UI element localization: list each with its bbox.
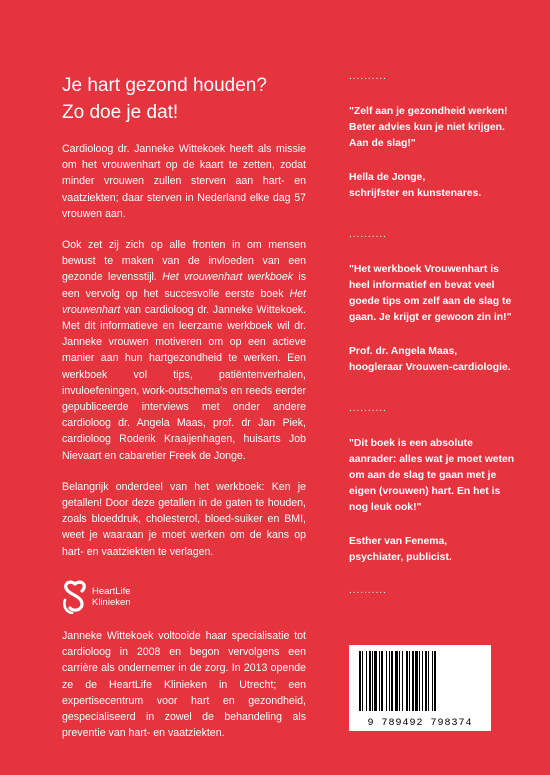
attribution-name: Esther van Fenema, <box>349 536 448 547</box>
barcode-bar <box>409 651 410 711</box>
attribution-role: psychiater, publicist. <box>349 552 452 563</box>
isbn-number: 9 789492 798374 <box>367 718 473 729</box>
barcode-bar <box>386 651 387 711</box>
barcode-bar <box>434 651 436 711</box>
barcode-bar <box>428 651 429 711</box>
barcode-bar <box>366 651 367 711</box>
description-text-a: Ook zet zij zich op alle fronten in om mensen bewust te maken van de invloeden van een gezonde levensstijl. <box>62 239 306 284</box>
barcode-bar <box>389 651 390 711</box>
headline-line-1: Je hart gezond houden? <box>62 75 267 96</box>
left-column <box>62 72 306 575</box>
barcode-bar <box>381 651 383 711</box>
attribution-role: hoogleraar Vrouwen-cardiologie. <box>349 362 511 373</box>
barcode-bar <box>369 651 371 711</box>
book-title-werkboek: Het vrouwenhart werkboek <box>162 271 294 284</box>
attribution-name: Prof. dr. Angela Maas, <box>349 346 458 357</box>
logo-text-line-2: Klinieken <box>92 597 131 608</box>
attribution-name: Hella de Jonge, <box>349 172 426 183</box>
quote-text: "Zelf aan je gezondheid werken! Beter advies kun je niet krijgen. Aan de slag!" <box>349 106 508 149</box>
heartlife-logo-icon <box>62 580 88 614</box>
heartlife-logo <box>62 580 131 614</box>
barcode-bar <box>362 651 363 711</box>
quote-attribution <box>349 534 517 566</box>
barcode-bar <box>415 651 418 711</box>
barcode-bar <box>402 651 403 711</box>
description-paragraph <box>62 237 306 464</box>
barcode-bar <box>391 651 393 711</box>
barcode-bar <box>395 651 398 711</box>
barcode-bar <box>432 651 433 711</box>
barcode-bar <box>406 651 408 711</box>
barcode-bar <box>379 651 380 711</box>
headline-line-2: Zo doe je dat! <box>62 102 179 123</box>
separator-dots: .......... <box>349 585 387 596</box>
barcode-bar <box>399 651 400 711</box>
barcode-bar <box>412 651 414 711</box>
right-column <box>349 72 517 598</box>
description-text-e: van cardioloog dr. Janneke Wittekoek. Met dit informatieve en leerzame werkboek wil dr. Janneke vrouwen motiveren om op een actieve manier aan hun hartgezondheid te werken. Een werkboek vol tips, patiëntenverhalen, invuloefeningen, work-outschema's en reeds eerder gepubliceerde interviews met onder andere cardioloog dr. Angela Maas, prof. dr Jan Piek, cardioloog Roderik Kraaijenhagen, huisarts Job Nievaart en cabaretier Freek de Jonge. <box>62 303 306 462</box>
separator-dots: .......... <box>349 403 387 414</box>
quote-attribution <box>349 170 517 202</box>
logo-wordmark <box>92 586 131 608</box>
barcode-bar <box>374 651 377 711</box>
quote-attribution <box>349 344 517 376</box>
quote-text: "Het werkboek Vrouwenhart is heel informatief en bevat veel goede tips om zelf aan de slag te gaan. Je krijgt er gewoon zin in!" <box>349 264 512 323</box>
isbn-barcode <box>349 645 491 731</box>
barcode-bars <box>349 645 491 715</box>
separator-dots: .......... <box>349 229 387 240</box>
barcode-bar <box>422 651 423 711</box>
logo-text-line-1: HeartLife <box>92 586 131 597</box>
barcode-bar <box>372 651 373 711</box>
intro-paragraph: Cardioloog dr. Janneke Wittekoek heeft als missie om het vrouwenhart op de kaart te zetten, zodat minder vrouwen zullen sterven aan hart- en vaatziekten; daar sterven in Nederland elke dag 57 vrouwen aan. <box>62 143 306 220</box>
separator-dots: .......... <box>349 71 387 82</box>
numbers-paragraph: Belangrijk onderdeel van het werkboek: Ken je getallen! Door deze getallen in de gaten te houden, zoals bloeddruk, cholesterol, bloed-suiker en BMI, weet je waaraan je moet werken om de kans op hart- en vaatziekten te verlagen. <box>62 480 306 558</box>
barcode-bar <box>425 651 427 711</box>
barcode-bar <box>419 651 420 711</box>
book-title-vrouwenhart: Het vrouwenhart <box>62 287 306 316</box>
description-text-c: is een vervolg op het succesvolle eerste boek <box>62 271 307 300</box>
attribution-role: schrijfster en kunstenares. <box>349 188 482 199</box>
quote-text: "Dit boek is een absolute aanrader: alles wat je moet weten om aan de slag te gaan met je eigen (vrouwen) hart. En het is nog leuk ook!" <box>349 438 515 513</box>
author-bio: Janneke Wittekoek voltooide haar specialisatie tot cardioloog in 2008 en begon vervolgens een carrière als ondernemer in de zorg. In 2013 opende ze de HeartLife Klinieken in Utrecht; een expertisecentrum voor hart en gezondheid, gespecialiseerd in zowel de behandeling als preventie van hart- en vaatziekten. <box>62 630 306 740</box>
barcode-bar <box>359 651 361 711</box>
headline <box>62 72 306 126</box>
